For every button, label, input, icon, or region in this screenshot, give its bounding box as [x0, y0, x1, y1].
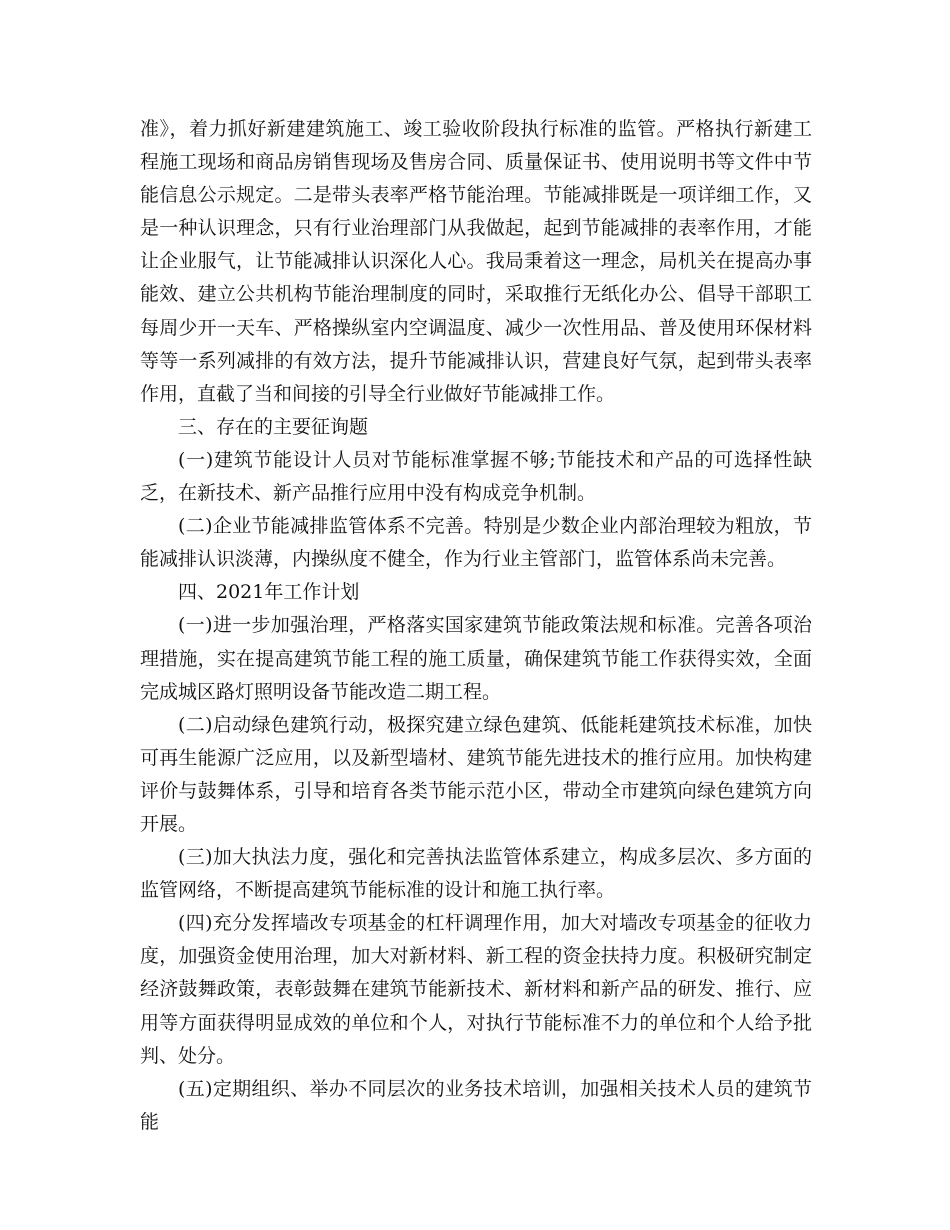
- paragraph-problem-2: (二)企业节能减排监管体系不完善。特别是少数企业内部治理较为粗放，节能减排认识淡薄，内操纵度不健全，作为行业主管部门，监管体系尚未完善。: [140, 515, 812, 571]
- paragraph-plan-3: (三)加大执法力度，强化和完善执法监管体系建立，构成多层次、多方面的监管网络，不断提高建筑节能标准的设计和施工执行率。: [140, 846, 812, 902]
- paragraph-plan-2: (二)启动绿色建筑行动，极探究建立绿色建筑、低能耗建筑技术标准，加快可再生能源广泛应用，以及新型墙材、建筑节能先进技术的推行应用。加快构建评价与鼓舞体系，引导和培育各类节能示范小区，带动全市建筑向绿色建筑方向开展。: [140, 713, 812, 835]
- paragraph-plan-5: (五)定期组织、举办不同层次的业务技术培训，加强相关技术人员的建筑节能: [140, 1077, 812, 1133]
- paragraph-problem-1: (一)建筑节能设计人员对节能标准掌握不够;节能技术和产品的可选择性缺乏，在新技术、新产品推行应用中没有构成竞争机制。: [140, 448, 812, 505]
- section-heading-work-plan: 四、2021年工作计划: [178, 581, 360, 604]
- paragraph-continuation: 准》，着力抓好新建建筑施工、竣工验收阶段执行标准的监管。严格执行新建工程施工现场和商品房销售现场及售房合同、质量保证书、使用说明书等文件中节能信息公示规定。二是带头表率严格节能治理。节能减排既是一项详细工作，又是一种认识理念，只有行业治理部门从我做起，起到节能减排的表率作用，才能让企业服气，让节能减排认识深化人心。我局秉着这一理念，局机关在提高办事能效、建立公共机构节能治理制度的同时，采取推行无纸化办公、倡导干部职工每周少开一天车、严格操纵室内空调温度、减少一次性用品、普及使用环保材料等等一系列减排的有效方法，提升节能减排认识，营建良好气氛，起到带头表率作用，直截了当和间接的引导全行业做好节能减排工作。: [140, 118, 812, 405]
- section-heading-problems: 三、存在的主要征询题: [178, 415, 369, 438]
- paragraph-plan-1: (一)进一步加强治理，严格落实国家建筑节能政策法规和标准。完善各项治理措施，实在提高建筑节能工程的施工质量，确保建筑节能工作获得实效，全面完成城区路灯照明设备节能改造二期工程。: [140, 614, 812, 703]
- paragraph-plan-4: (四)充分发挥墙改专项基金的杠杆调理作用，加大对墙改专项基金的征收力度，加强资金使用治理，加大对新材料、新工程的资金扶持力度。积极研究制定经济鼓舞政策，表彰鼓舞在建筑节能新技术、新材料和新产品的研发、推行、应用等方面获得明显成效的单位和个人，对执行节能标准不力的单位和个人给予批判、处分。: [140, 912, 812, 1067]
- document-body: [140, 113, 812, 1139]
